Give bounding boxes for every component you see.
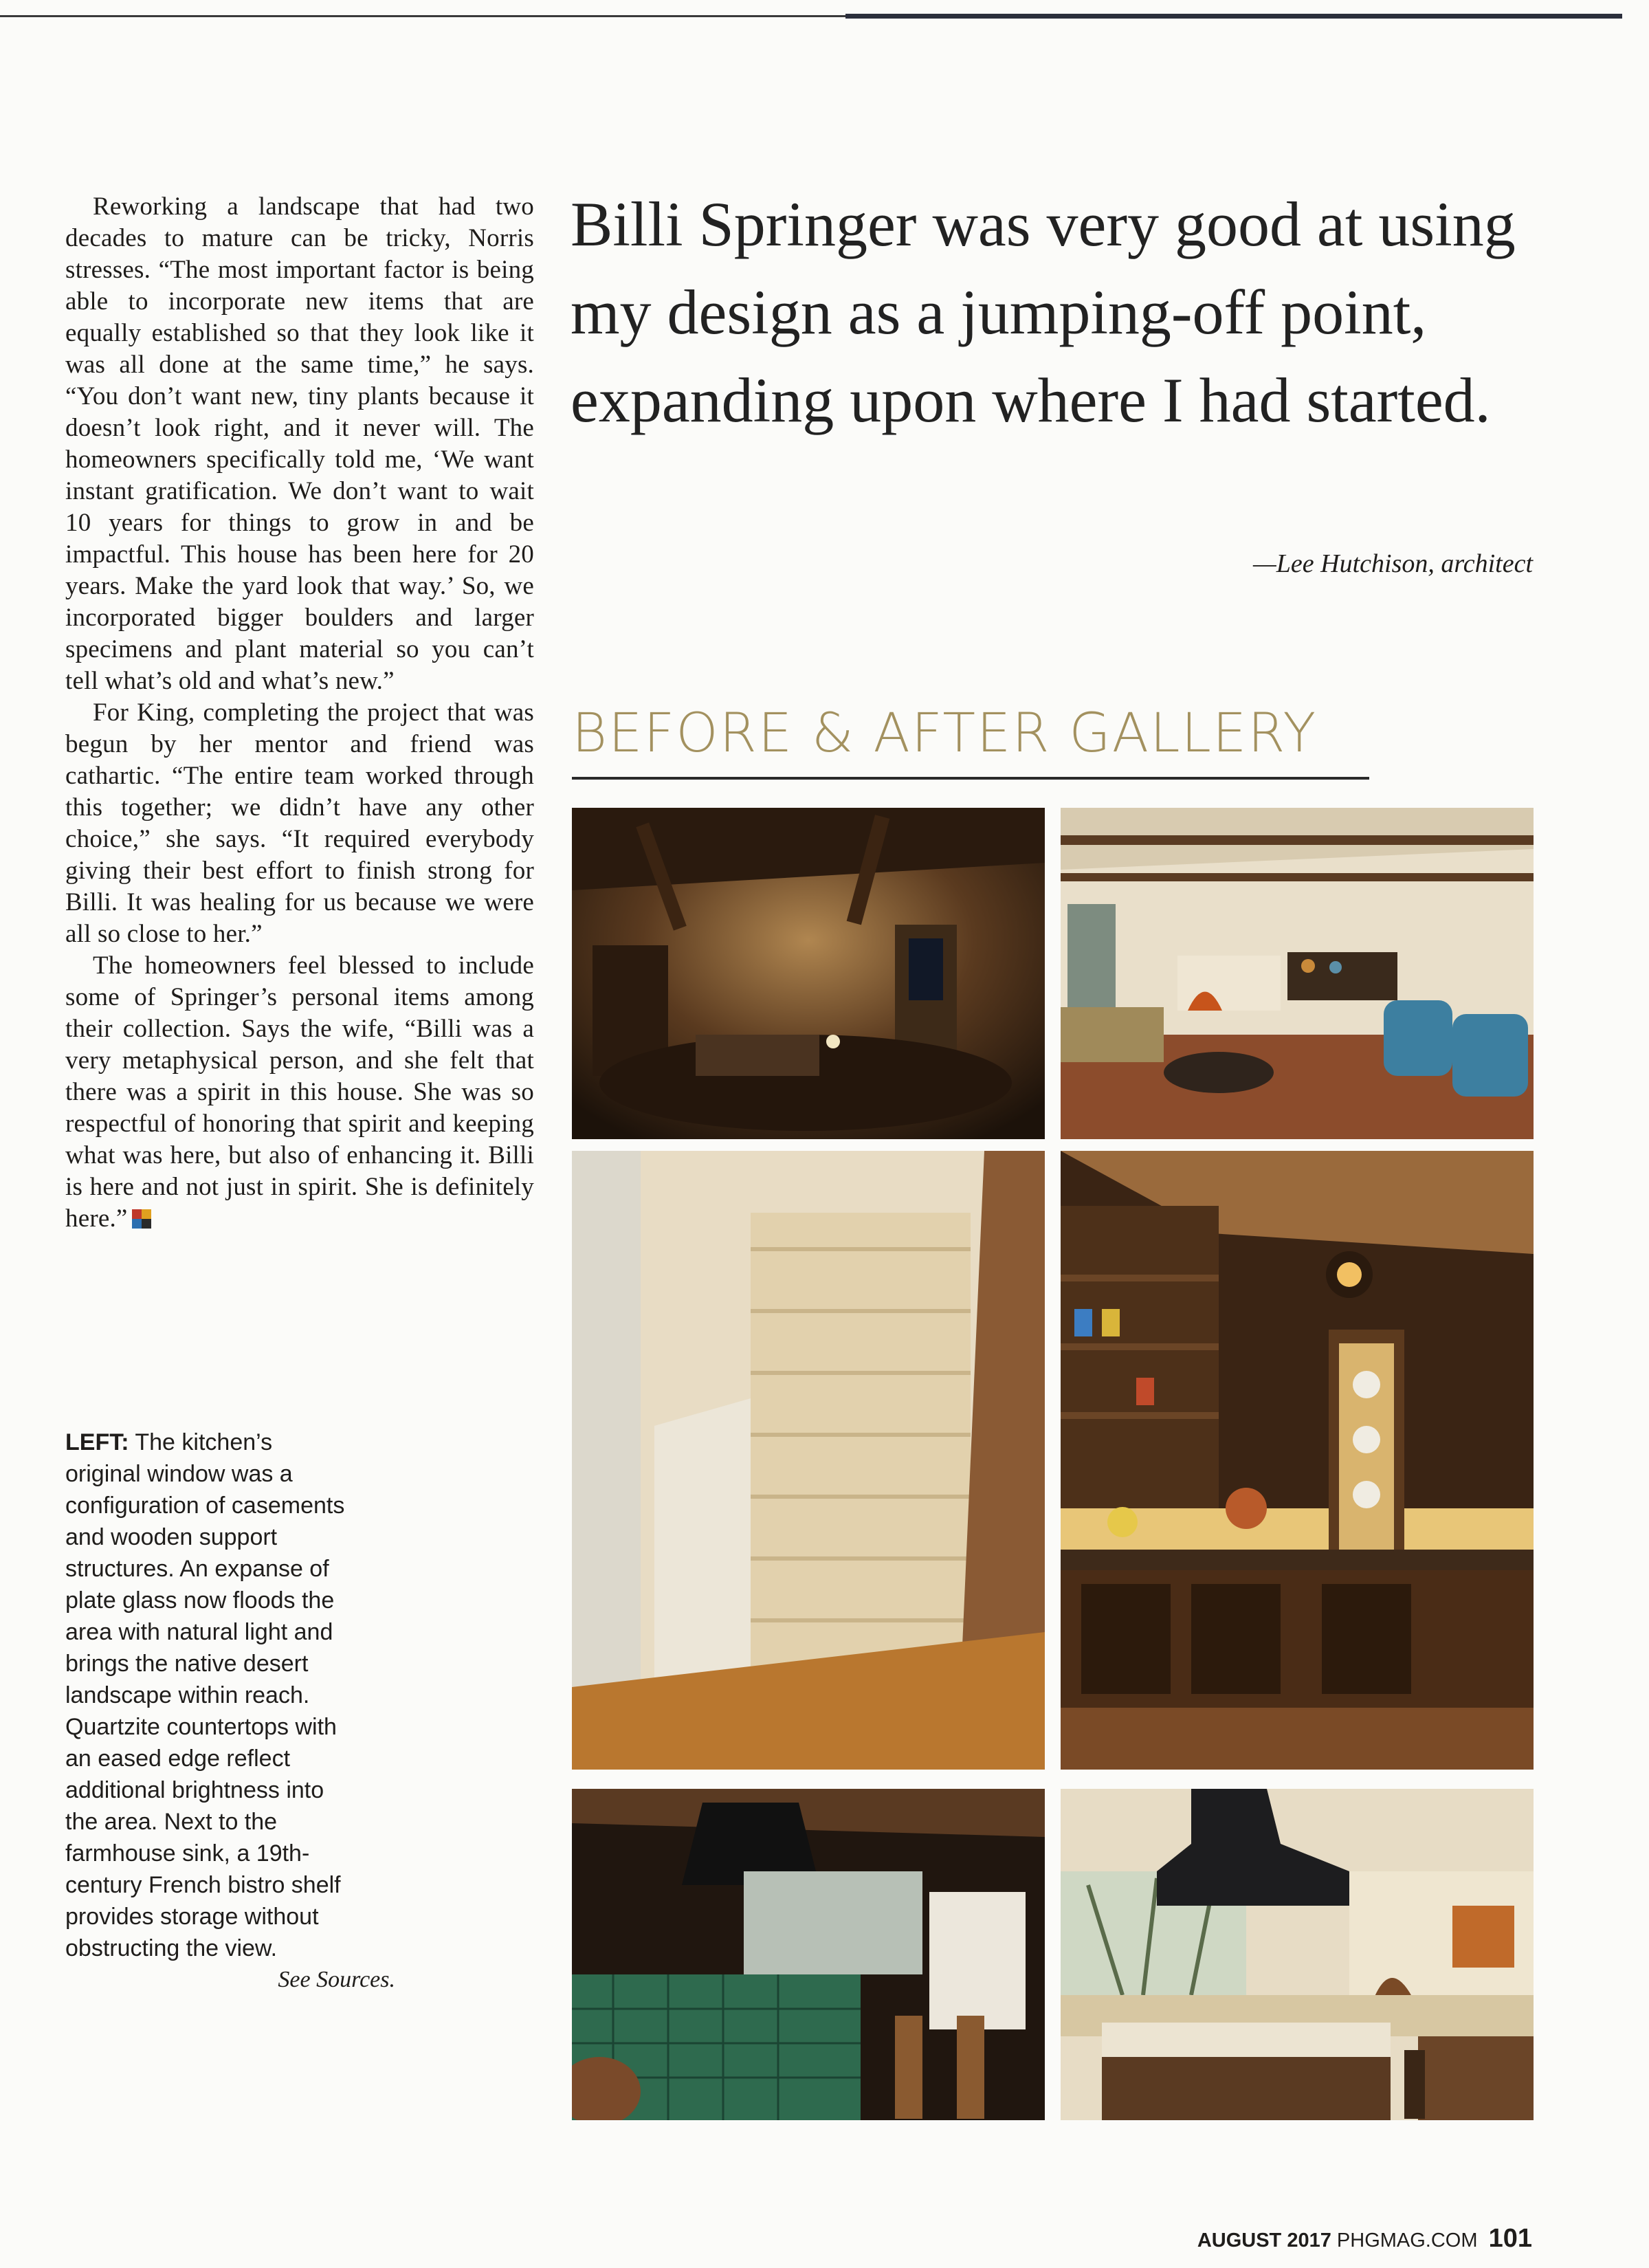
gallery-photo-after-kitchen: [1061, 1789, 1534, 2120]
folio-site: PHGMAG.COM: [1336, 2230, 1478, 2252]
pull-quote: Billi Springer was very good at using my design as a jumping-off point, expanding upon where I had started.: [571, 189, 1516, 435]
caption-sources: See Sources.: [278, 1967, 395, 1992]
gallery-title: BEFORE & AFTER GALLERY: [572, 703, 1318, 764]
gallery-photo-after-pantry: [1061, 1151, 1534, 1770]
page-folio: [1197, 2224, 1532, 2254]
gallery-photo-before-living-room: [572, 808, 1045, 1139]
gallery-photo-after-living-room: [1061, 808, 1534, 1139]
body-paragraph: For King, completing the project that was begun by her mentor and friend was cathartic. “The entire team worked through this together; we didn’t have any other choice,” she says. “It required everybody giving their best effort to finish strong for Billi. It was healing for us because we were all so close to her.”: [65, 698, 534, 948]
caption-lead: LEFT:: [65, 1429, 129, 1455]
page-number: 101: [1488, 2224, 1532, 2253]
photo-caption: [65, 1427, 395, 1996]
body-paragraph: [65, 950, 534, 1235]
body-paragraph-text: The homeowners feel blessed to include some of Springer’s personal items among their collection. Says the wife, “Billi was a very metaphysical person, and she felt that there was a spirit in this house. She was so respectful of honoring that spirit and keeping what was here, but also of enhancing it. Billi is here and not just in spirit. She is definitely here.”: [65, 951, 534, 1233]
top-rule-right: [845, 14, 1622, 19]
pull-quote-attribution: —Lee Hutchison, architect: [1252, 549, 1533, 578]
body-paragraph: Reworking a landscape that had two decades to mature can be tricky, Norris stresses. “The most important factor is being able to incorporate new items that are equally established so that they look like it was all done at the same time,” he says. “You don’t want new, tiny plants because it doesn’t look right, and it never will. The homeowners specifically told me, ‘We want instant gratification. We don’t want to wait 10 years for things to grow in and be impactful. This house has been here for 20 years. Make the yard look that way.’ So, we incorporated bigger boulders and larger specimens and plant material so you can’t tell what’s old and what’s new.”: [65, 192, 534, 695]
gallery-photo-before-pantry: [572, 1151, 1045, 1770]
gallery-title-rule: [572, 777, 1369, 780]
body-text-column: [65, 191, 534, 1235]
end-mark-icon: [132, 1209, 151, 1229]
top-rule-left: [0, 15, 845, 17]
caption-text: The kitchen’s original window was a configuration of casements and wooden support structures. An expanse of plate glass now floods the area with natural light and brings the native desert landscape within reach. Quartzite countertops with an eased edge reflect additional brightness into the area. Next to the farmhouse sink, a 19th-century French bistro shelf provides storage without obstructing the view.: [65, 1429, 345, 1961]
gallery-photo-before-kitchen: [572, 1789, 1045, 2120]
folio-issue: AUGUST 2017: [1197, 2230, 1331, 2252]
